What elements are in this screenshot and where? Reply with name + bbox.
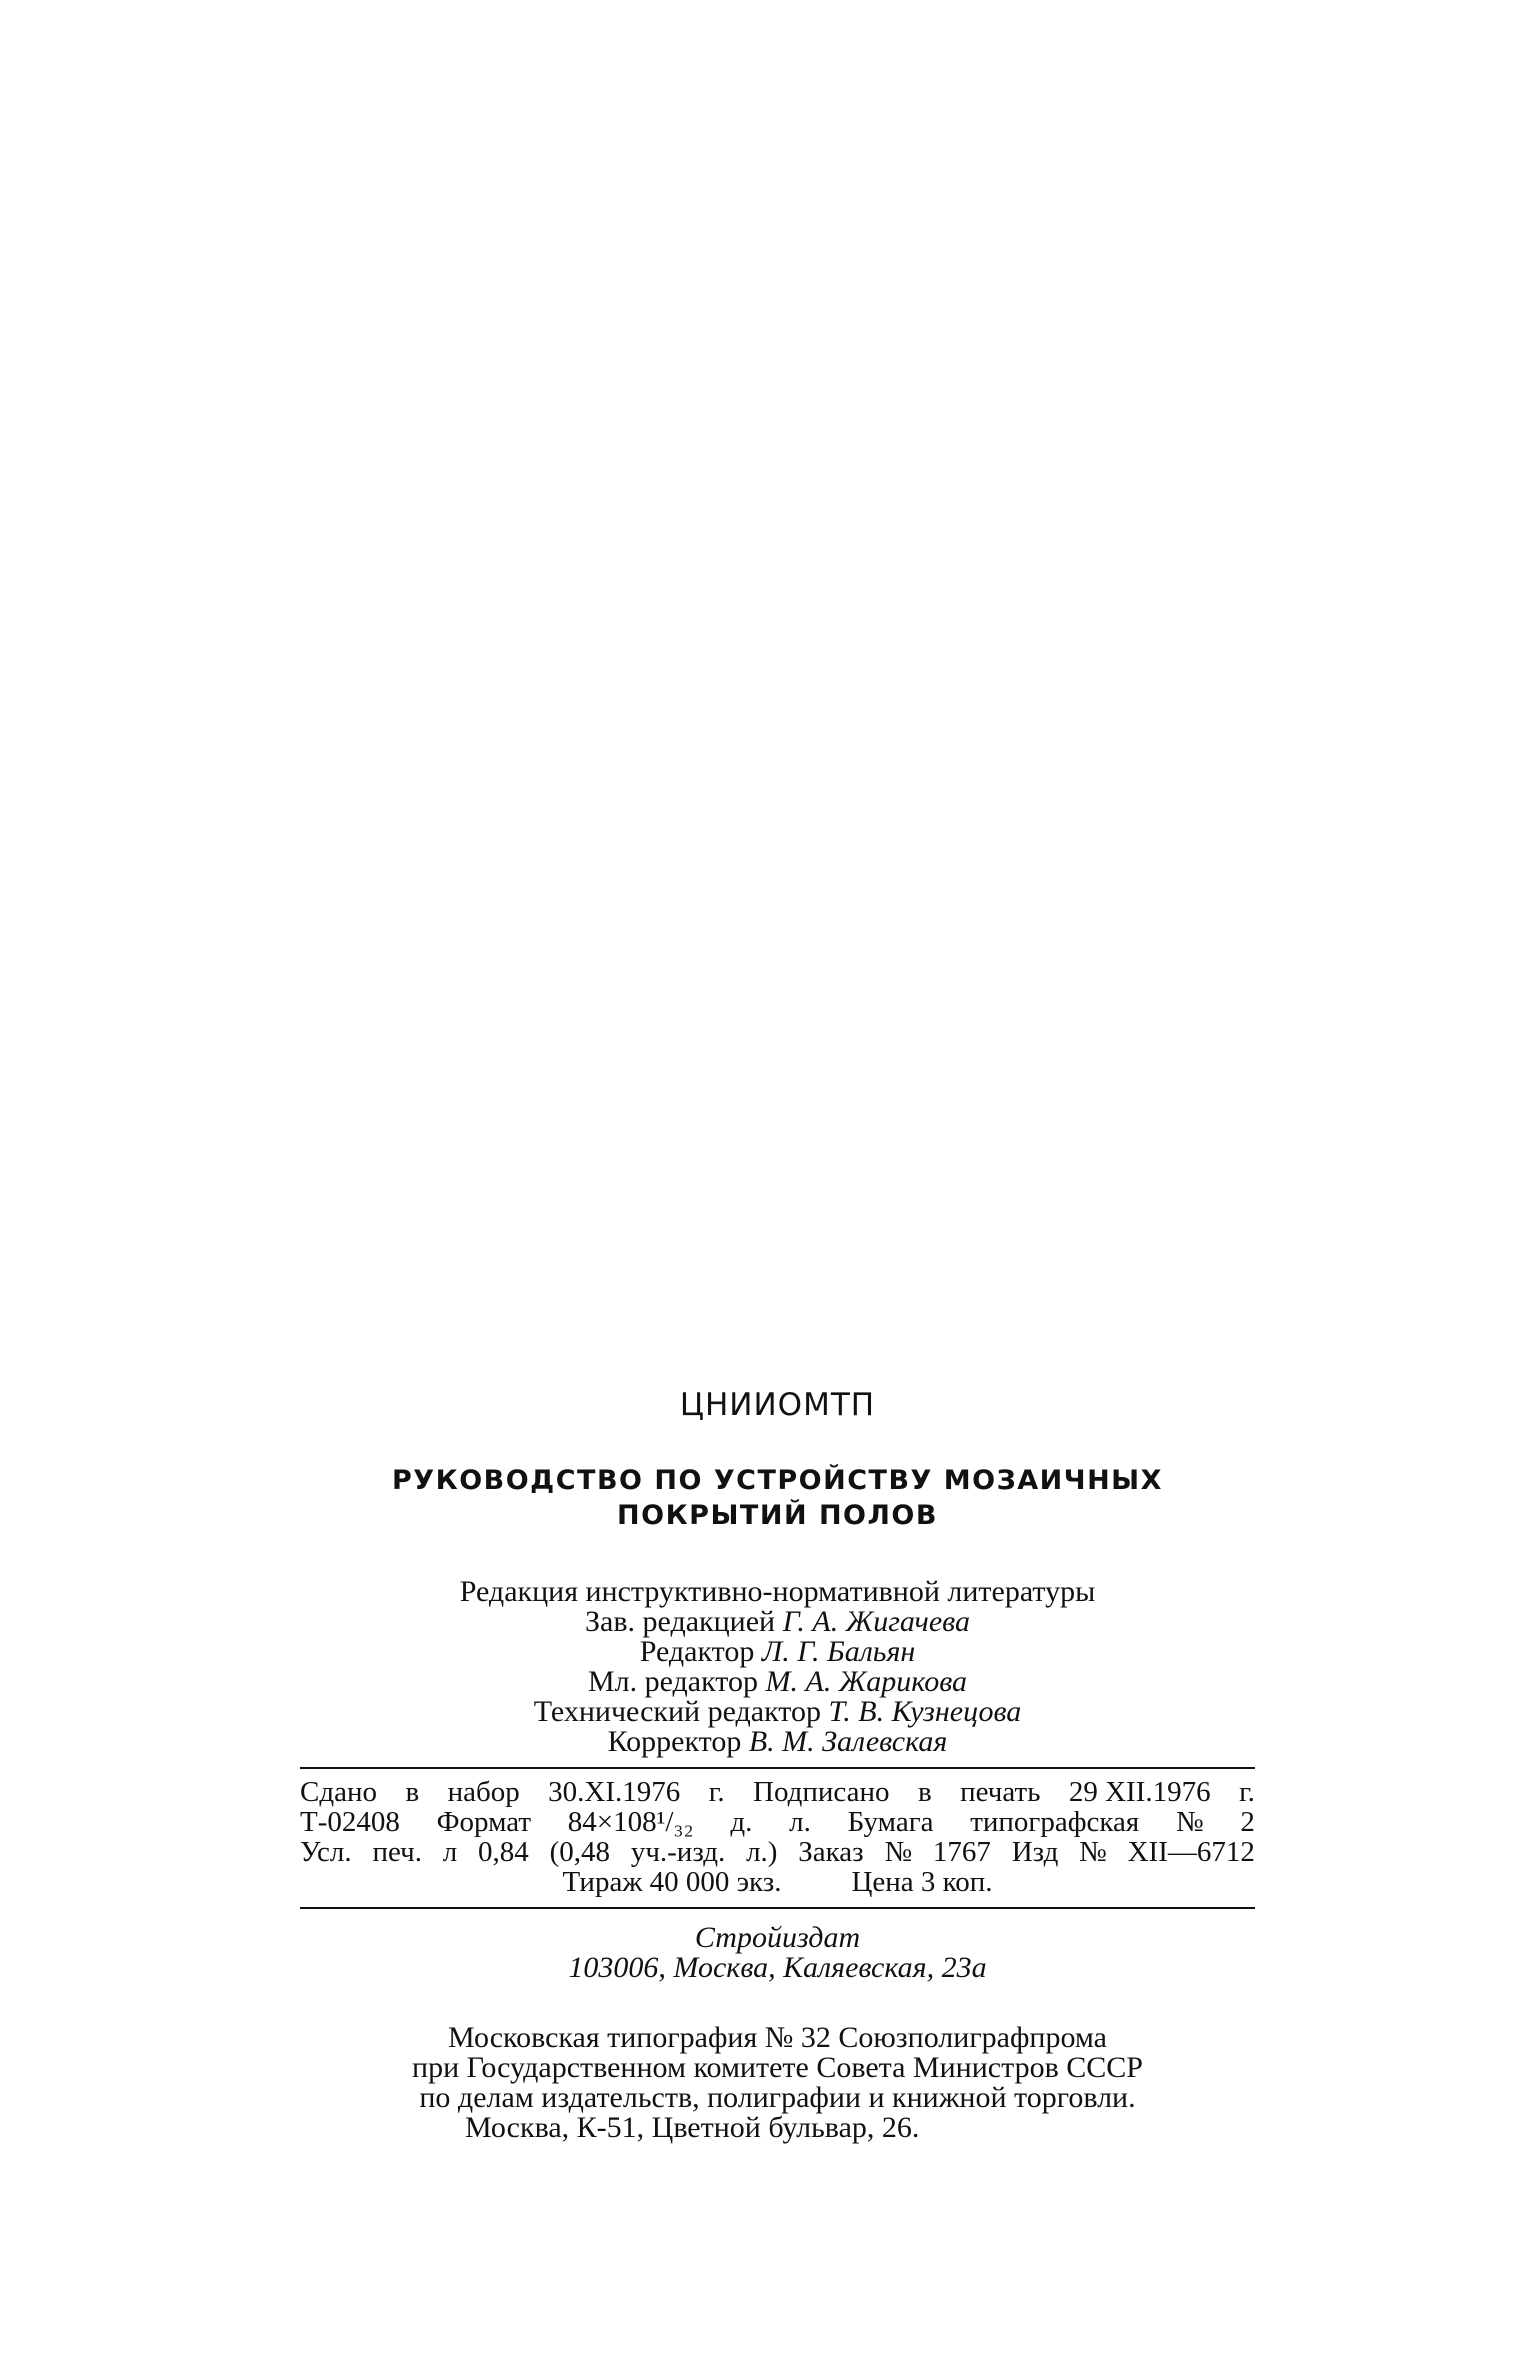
tech-row-format	[300, 1807, 1255, 1837]
printer-line-4: Москва, К-51, Цветной бульвар, 26.	[465, 2111, 920, 2144]
credits-junior-editor-role: Мл. редактор	[587, 1665, 759, 1698]
tech-word: печ.	[372, 1836, 422, 1868]
tech-word: №	[1175, 1806, 1204, 1838]
credits-editor	[300, 1637, 1255, 1667]
tech-word: №	[1079, 1836, 1107, 1868]
imprint-block	[300, 1385, 1255, 2143]
credits-tech-editor	[300, 1697, 1255, 1727]
tech-word: набор	[447, 1776, 520, 1808]
tech-word: г.	[1239, 1776, 1255, 1808]
tech-word: Бумага	[847, 1806, 934, 1838]
tech-row-circulation	[300, 1867, 1255, 1897]
tech-word: в	[918, 1776, 932, 1808]
tech-word: (0,48	[549, 1836, 611, 1868]
tech-word: 2	[1240, 1806, 1255, 1838]
credits-editor-name: Л. Г. Бальян	[761, 1635, 916, 1668]
tech-word: Подписано	[753, 1776, 890, 1808]
tech-word: 0,84	[478, 1836, 529, 1868]
tech-word: Т-02408	[300, 1806, 400, 1838]
tech-word: №	[884, 1836, 913, 1868]
tech-word: Сдано	[300, 1776, 377, 1808]
tech-word: XII—6712	[1127, 1836, 1255, 1868]
tech-word: 30.XI.1976	[548, 1776, 681, 1808]
book-title-line-1: РУКОВОДСТВО ПО УСТРОЙСТВУ МОЗАИЧНЫХ	[392, 1465, 1163, 1496]
credits-junior-editor-name: М. А. Жарикова	[765, 1665, 968, 1698]
book-title	[300, 1463, 1255, 1533]
credits	[300, 1577, 1255, 1757]
credits-proofreader-name: В. М. Залевская	[748, 1725, 948, 1758]
tech-word: в	[405, 1776, 420, 1808]
tech-word: д.	[730, 1806, 753, 1838]
printer-line-1: Московская типография № 32 Союзполиграфпрома	[448, 2021, 1107, 2054]
credits-junior-editor	[300, 1667, 1255, 1697]
credits-proofreader	[300, 1727, 1255, 1757]
publisher	[300, 1923, 1255, 1983]
credits-head	[300, 1607, 1255, 1637]
tech-word: л.	[789, 1806, 811, 1838]
credits-tech-editor-name: Т. В. Кузнецова	[828, 1695, 1022, 1728]
printer	[300, 2023, 1255, 2143]
tech-word: 29 XII.1976	[1068, 1776, 1211, 1808]
book-title-line-2: ПОКРЫТИЙ ПОЛОВ	[617, 1500, 938, 1531]
tech-word: г.	[708, 1776, 725, 1808]
price: Цена 3 коп.	[851, 1866, 993, 1898]
institute-name: ЦНИИОМТП	[679, 1387, 876, 1423]
circulation: Тираж 40 000 экз.	[562, 1866, 782, 1898]
printer-line-3: по делам издательств, полиграфии и книжной торговли.	[419, 2081, 1136, 2114]
credits-proofreader-role: Корректор	[607, 1725, 742, 1758]
tech-word: Заказ	[798, 1836, 864, 1868]
tech-word: Изд	[1011, 1836, 1059, 1868]
tech-word: уч.-изд.	[630, 1836, 726, 1868]
credits-head-role: Зав. редакцией	[585, 1605, 776, 1638]
tech-details	[300, 1777, 1255, 1897]
credits-edition: Редакция инструктивно-нормативной литературы	[459, 1575, 1096, 1608]
tech-word: 84×108¹/₃₂	[567, 1806, 694, 1838]
tech-word: типографская	[970, 1806, 1140, 1838]
tech-word: Усл.	[300, 1836, 352, 1868]
credits-head-name: Г. А. Жигачева	[782, 1605, 970, 1638]
tech-word: л	[442, 1836, 458, 1868]
credits-tech-editor-role: Технический редактор	[533, 1695, 821, 1728]
tech-row-order	[300, 1837, 1255, 1867]
tech-word: 1767	[932, 1836, 991, 1868]
tech-word: Формат	[436, 1806, 532, 1838]
tech-word: печать	[960, 1776, 1041, 1808]
credits-editor-role: Редактор	[639, 1635, 755, 1668]
publisher-name: Стройиздат	[694, 1921, 861, 1954]
divider-bottom	[300, 1907, 1255, 1909]
tech-row-submission	[300, 1777, 1255, 1807]
divider-top	[300, 1767, 1255, 1769]
tech-word: л.)	[746, 1836, 778, 1868]
printer-line-2: при Государственном комитете Совета Министров СССР	[412, 2051, 1143, 2084]
publisher-address: 103006, Москва, Каляевская, 23а	[568, 1951, 987, 1984]
